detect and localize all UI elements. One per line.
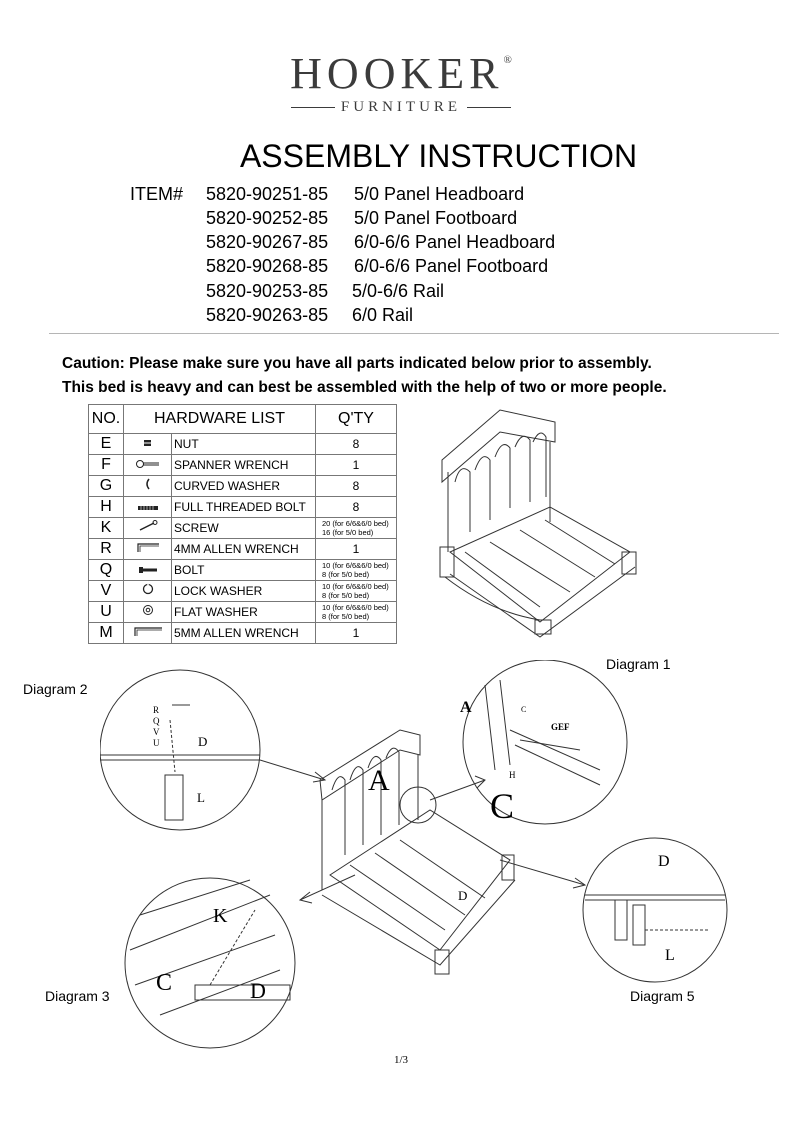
item-code: 5820-90263-85	[206, 305, 329, 325]
divider	[467, 107, 511, 108]
diagram-5-detail-circle	[583, 838, 727, 982]
registered-mark: ®	[503, 54, 512, 66]
item-row	[206, 208, 517, 229]
item-code: 5820-90267-85	[206, 232, 329, 252]
nut-icon	[124, 434, 172, 455]
part-qty	[316, 602, 397, 623]
allen-wrench-icon	[124, 539, 172, 560]
item-desc: 6/0-6/6 Panel Headboard	[354, 232, 556, 252]
part-qty: 8	[316, 434, 397, 455]
caution-text: Caution: Please make sure you have all parts indicated below prior to assembly.	[62, 355, 652, 372]
part-no: M	[89, 623, 124, 644]
table-row	[89, 434, 397, 455]
label-D: D	[250, 978, 266, 1003]
item-desc: 5/0-6/6 Rail	[352, 281, 445, 301]
header-hardware-list: HARDWARE LIST	[124, 405, 316, 434]
exploded-assembly-diagram	[100, 660, 730, 1050]
part-no: R	[89, 539, 124, 560]
item-code: 5820-90252-85	[206, 208, 329, 228]
label-L: L	[197, 790, 205, 805]
header-no: NO.	[89, 405, 124, 434]
table-row	[89, 476, 397, 497]
bolt-icon	[124, 560, 172, 581]
table-row	[89, 602, 397, 623]
item-row	[206, 232, 555, 253]
part-qty: 1	[316, 539, 397, 560]
diagram-1-detail-circle	[463, 660, 627, 824]
item-row	[206, 184, 524, 205]
part-qty	[316, 560, 397, 581]
part-name: BOLT	[172, 560, 316, 581]
curved-washer-icon	[124, 476, 172, 497]
part-no: K	[89, 518, 124, 539]
part-no: V	[89, 581, 124, 602]
brand-logo	[0, 48, 802, 99]
label-V: V	[153, 727, 160, 737]
qty-large-bed: 10 (for 6/6&6/0 bed)	[322, 582, 389, 591]
qty-large-bed: 10 (for 6/6&6/0 bed)	[322, 561, 389, 570]
divider	[49, 333, 779, 334]
table-header	[89, 405, 397, 434]
label-C: C	[156, 970, 173, 996]
label-R: R	[153, 705, 160, 715]
header-qty: Q'TY	[316, 405, 397, 434]
brand-subtitle: FURNITURE	[340, 99, 462, 116]
diagram-label: Diagram 2	[23, 681, 88, 697]
item-desc: 5/0 Panel Footboard	[354, 208, 518, 228]
item-code: 5820-90251-85	[206, 184, 329, 204]
label-C: C	[521, 705, 527, 714]
part-qty: 8	[316, 476, 397, 497]
part-qty	[316, 518, 397, 539]
part-no: F	[89, 455, 124, 476]
page-title: ASSEMBLY INSTRUCTION	[239, 138, 638, 174]
part-name: NUT	[172, 434, 316, 455]
assembled-bed-illustration	[430, 402, 660, 638]
part-name: SPANNER WRENCH	[172, 455, 316, 476]
hardware-table	[88, 404, 397, 644]
label-D: D	[658, 853, 670, 870]
label-K: K	[213, 905, 228, 927]
item-row	[206, 281, 444, 302]
part-name: LOCK WASHER	[172, 581, 316, 602]
part-name: 5MM ALLEN WRENCH	[172, 623, 316, 644]
part-qty: 8	[316, 497, 397, 518]
label-A-large: A	[368, 764, 390, 797]
threaded-bolt-icon	[124, 497, 172, 518]
diagram-2-detail-circle	[100, 670, 260, 830]
part-name: SCREW	[172, 518, 316, 539]
item-code: 5820-90268-85	[206, 256, 329, 276]
table-row	[89, 518, 397, 539]
label-D: D	[458, 888, 468, 903]
table-row	[89, 455, 397, 476]
label-C-large: C	[490, 786, 515, 826]
diagram-label: Diagram 5	[630, 988, 695, 1004]
item-code: 5820-90253-85	[206, 281, 329, 301]
table-row	[89, 581, 397, 602]
qty-small-bed: 16 (for 5/0 bed)	[322, 528, 374, 537]
spanner-wrench-icon	[124, 455, 172, 476]
table-row	[89, 560, 397, 581]
brand-name: HOOKER	[290, 49, 504, 98]
qty-small-bed: 8 (for 5/0 bed)	[322, 570, 370, 579]
label-D: D	[198, 734, 208, 749]
flat-washer-icon	[124, 602, 172, 623]
item-row	[206, 256, 548, 277]
lock-washer-icon	[124, 581, 172, 602]
diagram-label: Diagram 1	[606, 656, 671, 672]
item-desc: 5/0 Panel Headboard	[354, 184, 525, 204]
table-row	[89, 497, 397, 518]
caution-text: This bed is heavy and can best be assembled with the help of two or more people.	[62, 379, 667, 396]
part-qty	[316, 581, 397, 602]
part-qty: 1	[316, 455, 397, 476]
part-no: H	[89, 497, 124, 518]
part-no: Q	[89, 560, 124, 581]
label-A: A	[460, 699, 472, 716]
screw-icon	[124, 518, 172, 539]
table-row	[89, 539, 397, 560]
part-name: FULL THREADED BOLT	[172, 497, 316, 518]
part-name: CURVED WASHER	[172, 476, 316, 497]
item-desc: 6/0-6/6 Panel Footboard	[354, 256, 549, 276]
item-desc: 6/0 Rail	[352, 305, 414, 325]
part-name: FLAT WASHER	[172, 602, 316, 623]
page-number: 1/3	[393, 1054, 409, 1066]
qty-large-bed: 10 (for 6/6&6/0 bed)	[322, 603, 389, 612]
qty-small-bed: 8 (for 5/0 bed)	[322, 591, 370, 600]
item-row	[206, 305, 413, 326]
divider	[291, 107, 335, 108]
part-no: U	[89, 602, 124, 623]
diagram-3-detail-circle	[125, 878, 295, 1048]
diagram-label: Diagram 3	[45, 988, 110, 1004]
label-Q: Q	[153, 716, 160, 726]
brand-subtitle-row	[0, 99, 802, 117]
label-H: H	[509, 770, 516, 780]
item-label: ITEM#	[130, 184, 184, 204]
label-U: U	[153, 738, 160, 748]
part-no: E	[89, 434, 124, 455]
label-GEF: GEF	[551, 722, 570, 732]
qty-large-bed: 20 (for 6/6&6/0 bed)	[322, 519, 389, 528]
label-L: L	[665, 947, 675, 964]
qty-small-bed: 8 (for 5/0 bed)	[322, 612, 370, 621]
part-no: G	[89, 476, 124, 497]
allen-wrench-icon	[124, 623, 172, 644]
part-name: 4MM ALLEN WRENCH	[172, 539, 316, 560]
part-qty: 1	[316, 623, 397, 644]
table-row	[89, 623, 397, 644]
